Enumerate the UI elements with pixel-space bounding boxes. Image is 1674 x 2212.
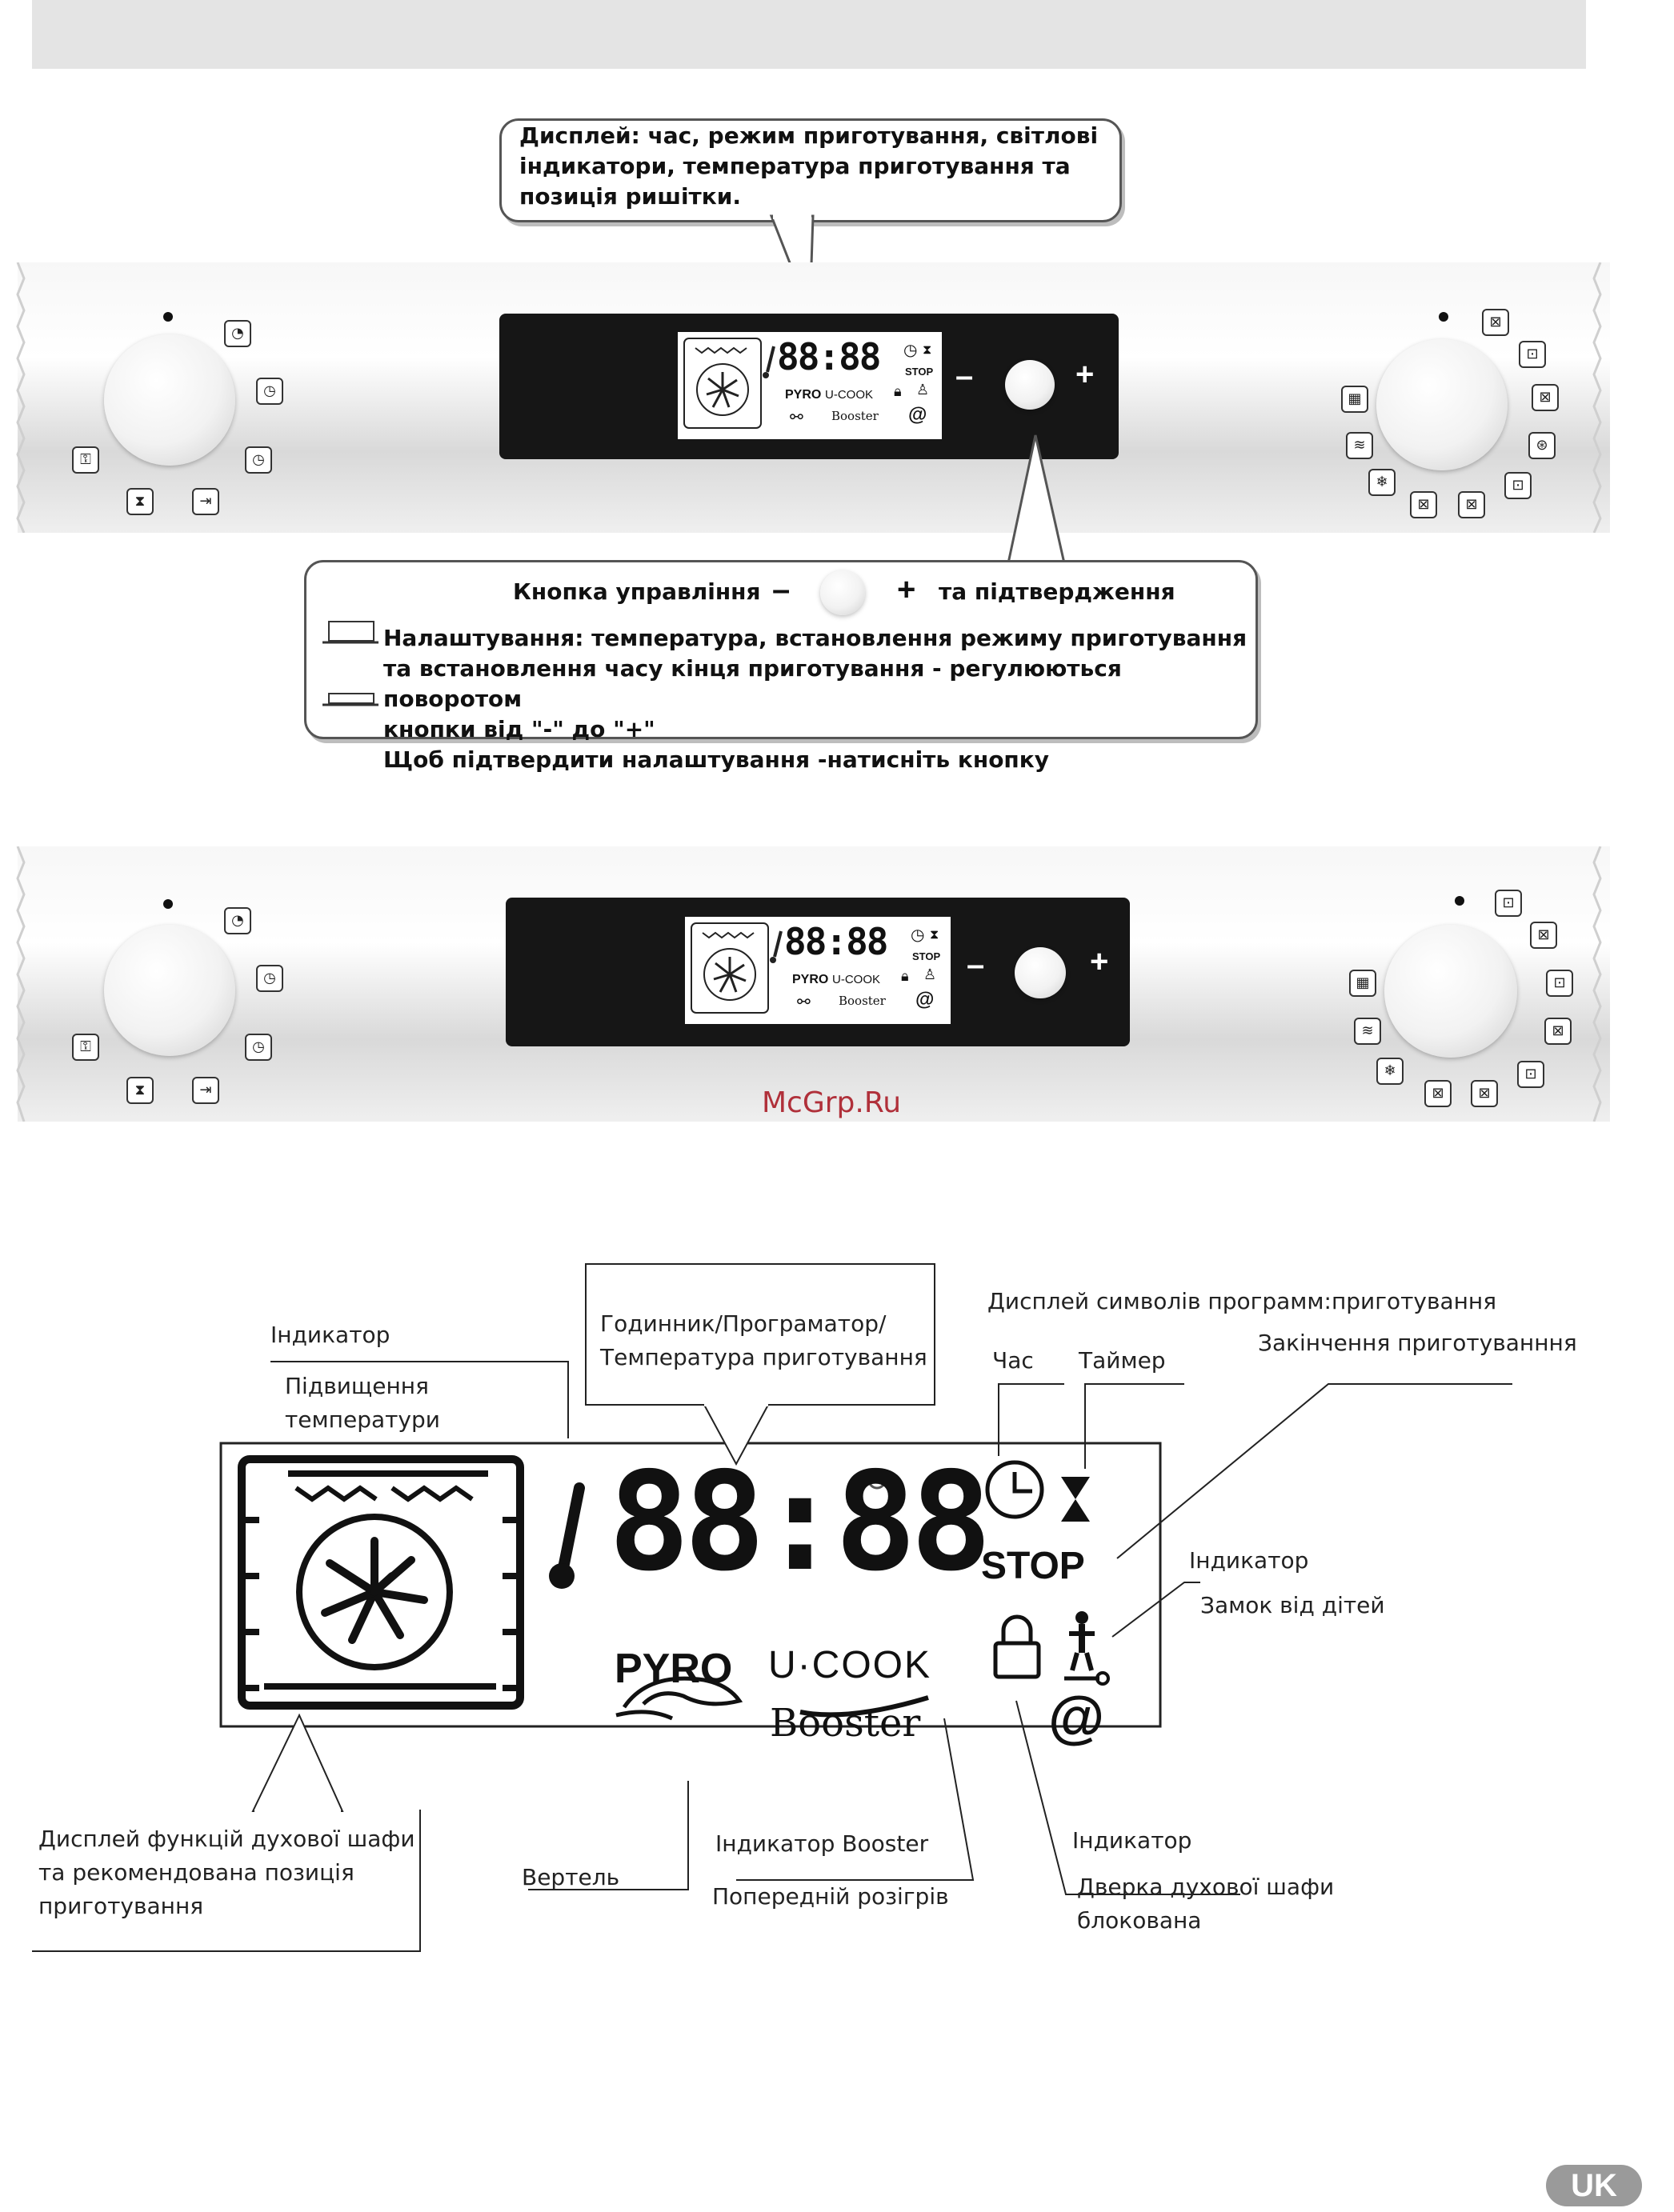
lcd-booster: Booster — [839, 994, 886, 1008]
plus-sign: + — [1090, 944, 1109, 979]
lcd-ucook: U-COOK — [832, 973, 880, 986]
clock-icon: ◷ — [245, 446, 272, 474]
control-knob[interactable] — [1015, 947, 1066, 998]
label-oven-functions: приготування — [38, 1893, 204, 1919]
large-lcd-ucook: U·COOK — [768, 1644, 931, 1686]
fan-icon: ⊠ — [1544, 1018, 1572, 1045]
lcd-lock-icon: 🔒︎ — [894, 383, 902, 399]
lcd-digits: 88:88 — [777, 335, 880, 378]
knob-indicator-dot — [1455, 896, 1464, 906]
label-timer: Таймер — [1079, 1347, 1166, 1374]
label-spit: Вертель — [522, 1864, 620, 1890]
fan-bottom-icon: ⊠ — [1471, 1080, 1498, 1107]
defrost-icon: ❄︎ — [1376, 1058, 1404, 1085]
large-lcd-digits: 88:88 — [608, 1443, 986, 1602]
grill-icon: ≋ — [1346, 432, 1373, 459]
control-label-right: та підтвердження — [939, 578, 1175, 605]
clock-icon: ◔ — [224, 907, 251, 934]
control-knob[interactable] — [1005, 360, 1055, 410]
watermark: McGrp.Ru — [762, 1086, 902, 1119]
label-child-lock: Замок від дітей — [1200, 1592, 1385, 1618]
fan-icon: ⊠ — [1532, 384, 1559, 411]
top-heat-icon: ⊡ — [1517, 1061, 1544, 1088]
pyro-icon: ▦ — [1349, 970, 1376, 997]
grill-icon: ≋ — [1354, 1018, 1381, 1045]
lcd-at: @ — [915, 989, 935, 1010]
lcd-hourglass-icon: ⧗ — [930, 928, 939, 942]
large-lcd-pyro: PYRO — [615, 1646, 733, 1692]
lcd-booster: Booster — [831, 409, 879, 423]
lcd-pyro: PYRO — [785, 388, 822, 402]
display-callout-line: індикатори, температура приготування та — [519, 153, 1071, 179]
minus-sign: – — [955, 358, 974, 394]
display-callout-line: Дисплей: час, режим приготування, світлові — [519, 122, 1099, 149]
clock-icon: ◷ — [256, 378, 283, 405]
lcd-hourglass-icon: ⧗ — [923, 343, 932, 357]
turn-instruction-line: кнопки від "-" до "+" — [383, 716, 655, 742]
label-child-lock: Індикатор — [1189, 1547, 1309, 1574]
lang-badge: UK — [1546, 2165, 1642, 2206]
defrost-icon: ❄︎ — [1368, 469, 1396, 496]
knob-indicator-dot — [163, 899, 173, 909]
label-end-cooking: Закінчення приготуванння — [1258, 1330, 1577, 1356]
function-knob[interactable] — [1384, 925, 1517, 1058]
lcd-pyro: PYRO — [792, 973, 829, 986]
lcd-screen — [685, 917, 951, 1024]
grill-fan-icon: ⊠ — [1410, 491, 1437, 518]
turbo-icon: ⊛ — [1528, 432, 1556, 459]
large-lcd-at: @ — [1048, 1686, 1105, 1750]
clock-icon: ◷ — [256, 965, 283, 992]
hourglass-icon: ⧗ — [126, 1077, 154, 1104]
label-booster: Попередній розігрів — [712, 1883, 949, 1910]
header-bar — [32, 0, 1586, 69]
display-callout — [499, 118, 1122, 222]
control-minus: – — [772, 572, 791, 607]
turn-instruction-line: Налаштування: температура, встановлення режиму приготування — [383, 625, 1247, 651]
clock-icon: ◔ — [224, 320, 251, 347]
lock-icon: ⚿ — [72, 446, 99, 474]
lcd-ucook: U-COOK — [825, 388, 873, 402]
label-indicator: Індикатор — [270, 1322, 390, 1348]
lcd-spit-icon: ⚯ — [797, 994, 811, 1011]
lcd-clock-icon: ◷ — [903, 342, 918, 359]
label-door-locked: Індикатор — [1072, 1827, 1192, 1854]
lcd-clock-icon: ◷ — [911, 926, 925, 944]
lcd-child-icon: ♙ — [916, 382, 930, 398]
timer-knob[interactable] — [104, 925, 235, 1056]
pyro-icon: ▦ — [1341, 386, 1368, 413]
clock-icon: ◷ — [245, 1034, 272, 1061]
minus-sign: – — [967, 947, 985, 982]
hourglass-icon: ⧗ — [126, 488, 154, 515]
end-icon: ⇥ — [192, 1077, 219, 1104]
bottom-heat-icon: ⊡ — [1519, 341, 1546, 368]
display-callout-line: позиція ришітки. — [519, 183, 742, 210]
label-oven-functions: Дисплей функцій духової шафи — [38, 1826, 415, 1852]
lcd-stop: STOP — [905, 366, 934, 378]
fan-grill-icon: ⊠ — [1482, 309, 1509, 336]
label-oven-functions: та рекомендована позиція — [38, 1859, 354, 1886]
end-icon: ⇥ — [192, 488, 219, 515]
large-lcd-stop: STOP — [981, 1545, 1085, 1587]
turn-instruction-line: та встановлення часу кінця приготування - регулюються поворотом — [383, 655, 1122, 712]
control-plus: + — [897, 572, 916, 607]
label-temp-rise: температури — [285, 1406, 440, 1433]
control-callout-pointer — [1000, 432, 1072, 565]
control-knob-illustration — [820, 570, 865, 615]
fan-bottom-icon: ⊠ — [1458, 491, 1485, 518]
knob-indicator-dot — [163, 312, 173, 322]
lcd-at: @ — [908, 404, 927, 426]
oven-functions-pointer — [240, 1712, 368, 1816]
label-time: Час — [992, 1347, 1034, 1374]
function-knob[interactable] — [1376, 339, 1508, 470]
bottom-heat-icon: ⊡ — [1546, 970, 1573, 997]
press-instruction-line: Щоб підтвердити налаштування -натисніть кнопку — [383, 746, 1050, 773]
fan-grill-icon: ⊠ — [1530, 922, 1557, 949]
label-booster: Індикатор Booster — [715, 1830, 929, 1857]
control-label-left: Кнопка управління — [513, 578, 761, 605]
knob-indicator-dot — [1439, 312, 1448, 322]
plus-sign: + — [1075, 357, 1095, 392]
lcd-screen — [678, 332, 942, 439]
large-lcd-booster: Booster — [770, 1701, 921, 1746]
label-clock: Температура приготування — [600, 1344, 927, 1370]
lcd-child-icon: ♙ — [923, 966, 937, 982]
lock-icon: ⚿ — [72, 1034, 99, 1061]
label-symbols-display: Дисплей символів программ:приготування — [987, 1288, 1497, 1314]
label-door-locked: блокована — [1077, 1907, 1202, 1934]
bottom-heat-icon: ⊡ — [1495, 890, 1522, 917]
knob-turn-icon — [322, 618, 378, 714]
label-door-locked: Дверка духової шафи — [1077, 1874, 1335, 1900]
lcd-stop: STOP — [912, 950, 941, 962]
grill-fan-icon: ⊠ — [1424, 1080, 1452, 1107]
lcd-lock-icon: 🔒︎ — [901, 968, 909, 984]
lcd-digits: 88:88 — [784, 920, 887, 963]
label-clock: Годинник/Програматор/ — [600, 1310, 887, 1337]
control-callout — [304, 560, 1258, 773]
timer-knob[interactable] — [104, 334, 235, 466]
top-heat-icon: ⊡ — [1504, 472, 1532, 499]
lcd-spit-icon: ⚯ — [790, 409, 803, 426]
label-temp-rise: Підвищення — [285, 1373, 429, 1399]
